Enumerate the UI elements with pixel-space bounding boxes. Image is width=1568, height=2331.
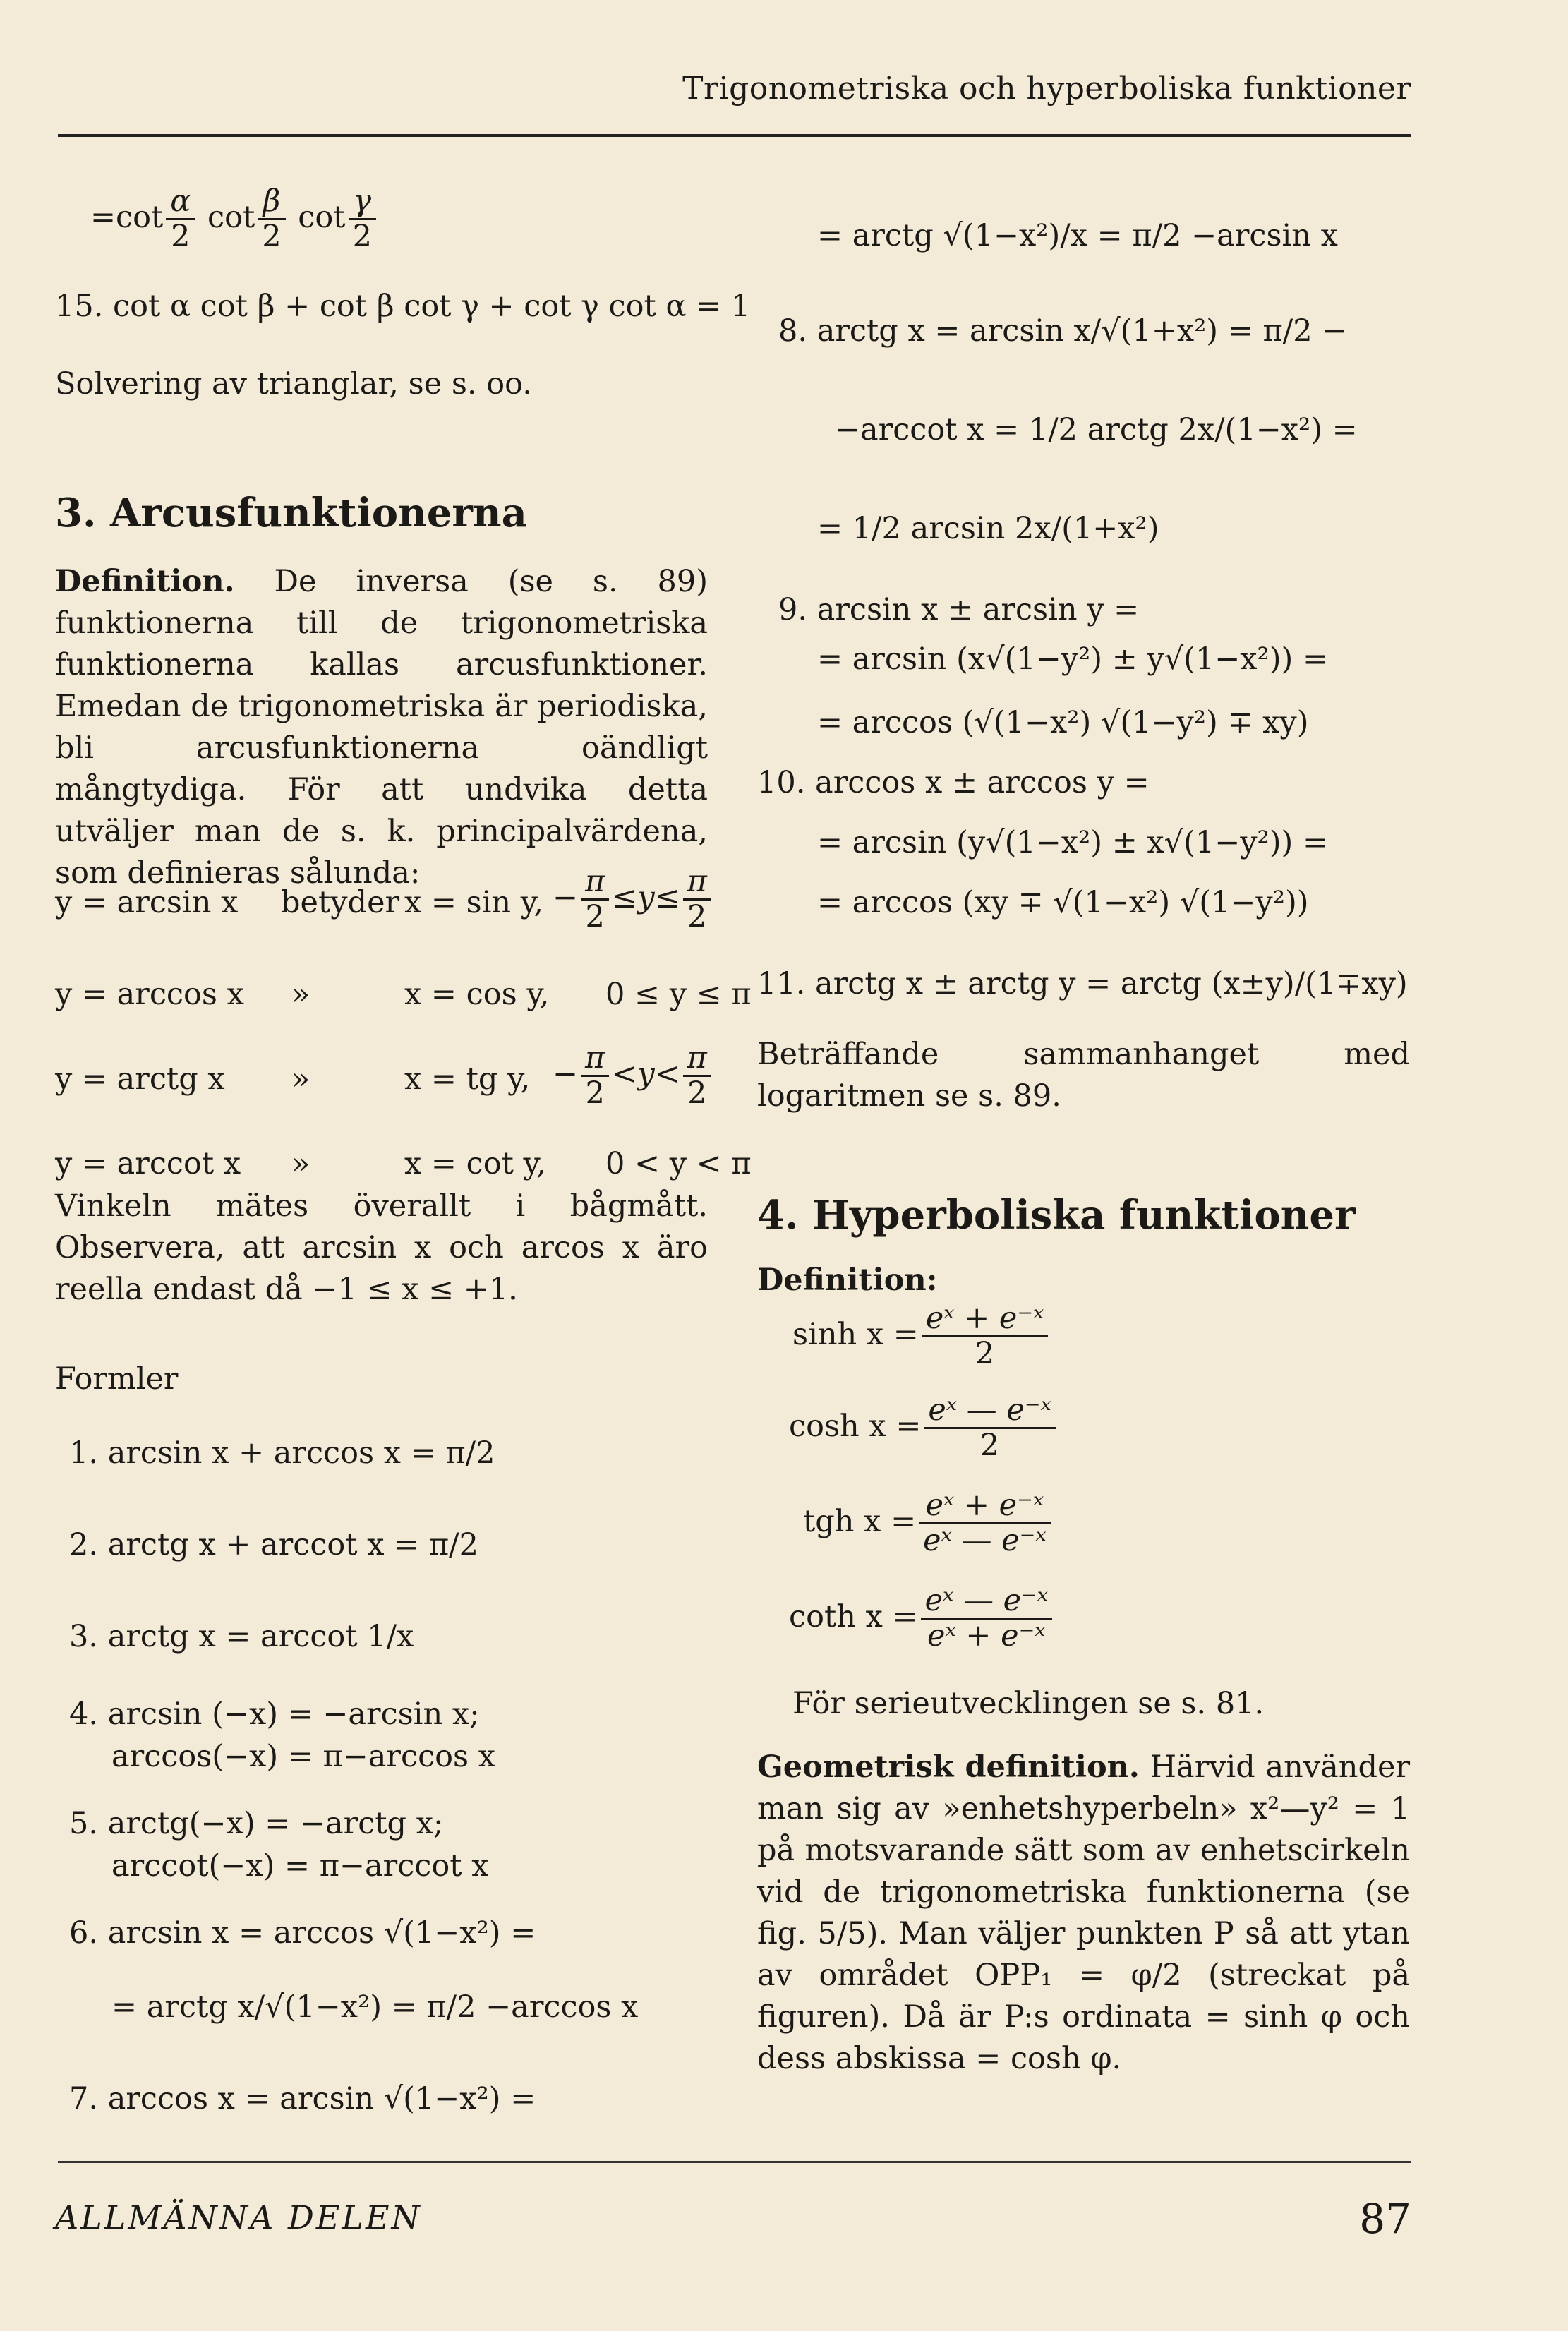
- formula-4a: 4. arcsin (−x) = −arcsin x;: [69, 1697, 480, 1732]
- formula-3: 3. arctg x = arccot 1/x: [69, 1619, 414, 1654]
- geometric-definition-text: Härvid använder man sig av »enhetshyperbeln» x²—y² = 1 på motsvarande sätt som av enhetscirkeln vid de trigonometriska funktionerna (se fig. 5/5). Man väljer punkten P så att ytan av området OPP₁ = φ/2 (streckat på figuren). Då är P:s ordinata = sinh φ och dess abskissa = cosh φ.: [757, 1749, 1410, 2076]
- formula-5b: arccot(−x) = π−arccot x: [111, 1848, 489, 1884]
- definition-label-right: Definition:: [757, 1263, 938, 1298]
- formula-11: 11. arctg x ± arctg y = arctg (x±y)/(1∓xy): [757, 966, 1408, 1001]
- formula-2: 2. arctg x + arccot x = π/2: [69, 1527, 478, 1562]
- formula-7: 7. arccos x = arcsin √(1−x²) =: [69, 2081, 536, 2116]
- formula-5a: 5. arctg(−x) = −arctg x;: [69, 1806, 444, 1841]
- serie-note: För serieutvecklingen se s. 81.: [792, 1686, 1265, 1721]
- formula-6b: = arctg x/√(1−x²) = π/2 −arccos x: [111, 1989, 639, 2025]
- formler-label: Formler: [55, 1361, 179, 1397]
- tgh-definition: tgh x = $\frac{\text{eˣ + e⁻ˣ}}{\text{eˣ — e⁻ˣ}}$: [803, 1489, 1054, 1558]
- formula-1: 1. arcsin x + arccos x = π/2: [69, 1435, 495, 1471]
- section-4-title: 4. Hyperboliska funktioner: [757, 1192, 1356, 1239]
- footer-rule: [58, 2161, 1411, 2163]
- section-3-title: 3. Arcusfunktionerna: [55, 490, 527, 536]
- geometric-definition-paragraph: [757, 1747, 1410, 2080]
- geometric-definition-label: Geometrisk definition.: [757, 1749, 1140, 1785]
- coth-definition: coth x = $\frac{\text{eˣ — e⁻ˣ}}{\text{eˣ + e⁻ˣ}}$: [789, 1584, 1055, 1654]
- solvering-note: Solvering av trianglar, se s. oo.: [55, 366, 532, 402]
- vinkeln-paragraph: Vinkeln mätes överallt i bågmått. Observera, att arcsin x och arcos x äro reella endast då −1 ≤ x ≤ +1.: [55, 1188, 708, 1307]
- formula-8c: = 1/2 arcsin 2x/(1+x²): [817, 511, 1159, 546]
- formula-8b: −arccot x = 1/2 arctg 2x/(1−x²) =: [835, 412, 1358, 447]
- formula-10b: = arcsin (y√(1−x²) ± x√(1−y²)) =: [817, 825, 1329, 860]
- formula-15: 15. cot α cot β + cot β cot γ + cot γ cot α = 1: [55, 289, 751, 324]
- formula-4b: arccos(−x) = π−arccos x: [111, 1739, 496, 1774]
- formula-6a: 6. arcsin x = arccos √(1−x²) =: [69, 1915, 536, 1951]
- footer-section: ALLMÄNNA DELEN: [55, 2198, 422, 2236]
- definition-text: De inversa (se s. 89) funktionerna till de trigonometriska funktionerna kallas arcusfunktioner. Emedan de trigonometriska är periodiska, bli arcusfunktionerna oändligt mångtydiga. För att undvika detta utväljer man de s. k. principalvärdena, som definieras sålunda:: [55, 564, 708, 891]
- page-number: 87: [1359, 2195, 1411, 2243]
- running-title: Trigonometriska och hyperboliska funktioner: [682, 71, 1411, 107]
- definition-paragraph: [55, 561, 708, 894]
- definition-label: Definition.: [55, 564, 235, 599]
- cosh-definition: cosh x = $\frac{\text{eˣ — e⁻ˣ}}{2}$: [789, 1394, 1059, 1463]
- formula-10a: 10. arccos x ± arccos y =: [757, 765, 1150, 800]
- formula-9a: 9. arcsin x ± arcsin y =: [778, 592, 1140, 627]
- header-rule: [58, 134, 1411, 137]
- book-page: Trigonometriska och hyperboliska funktioner =cot $\frac{\alpha}{2}$ cot $\frac{\beta}{2}$ cot $\frac{\gamma}{2}$ 15. cot α cot β + cot β cot γ + cot γ cot α = 1 Solvering av trianglar, se s. oo. 3. Arcusfunktionerna Definition. De inversa (se s. 89) funktionerna till de trigonometriska funktionerna kallas arcusfunktioner. Emedan de trigonometriska är periodiska, bli arcusfunktionerna oändligt mångtydiga. För att undvika detta utväljer man de s. k. principalvärdena, som definieras sålunda: y = arcsin x betyder x = sin y, − $\frac{\pi}{2}$ ≤y≤ $\frac{\pi}{2}$ y = arccos x » x = cos y, 0 ≤ y ≤ π y = arctg x » x = tg y, − $\frac{\pi}{2}$ <y< $\frac{\pi}{2}$ y = arccot x » x = cot y, 0 < y < π Vinkeln mätes överallt i bågmått. Observera, att arcsin x och arcos x äro reella endast då −1 ≤ x ≤ +1. Formler 1. arcsin x + arccos x = π/2 2. arctg x + arccot x = π/2 3. arctg x = arccot 1/x 4. arcsin (−x) = −arcsin x; arccos(−x) = π−arccos x 5. arctg(−x) = −arctg x; arccot(−x) = π−arccot x 6. arcsin x = arccos √(1−x²) = = arctg x/√(1−x²) = π/2 −arccos x 7. arccos x = arcsin √(1−x²) = = arctg √(1−x²)/x = π/2 −arcsin x 8. arctg x = arcsin x/√(1+x²) = π/2 − −arccot x = 1/2 arctg 2x/(1−x²) = = 1/2 arcsin 2x/(1+x²) 9. arcsin x ± arcsin y = = arcsin (x√(1−y²) ± y√(1−x²)) = = arccos (√(1−x²) √(1−y²) ∓ xy) 10. arccos x ± arccos y = = arcsin (y√(1−x²) ± x√(1−y²)) = = arccos (xy ∓ √(1−x²) √(1−y²)) 11. arctg x ± arctg y = arctg (x±y)/(1∓xy) Beträffande sammanhanget med logaritmen se s. 89. 4. Hyperboliska funktioner Definition: sinh x = $\frac{\text{eˣ + e⁻ˣ}}{2}$ cosh x = $\frac{\text{eˣ — e⁻ˣ}}{2}$ tgh x = $\frac{\text{eˣ + e⁻ˣ}}{\text{eˣ — e⁻ˣ}}$ coth x = $\frac{\text{eˣ — e⁻ˣ}}{\text{eˣ + e⁻ˣ}}$ För serieutvecklingen se s. 81. Geometrisk definition. Härvid använder man sig av »enhetshyperbeln» x²—y² = 1 på motsvarande sätt som av enhetscirkeln vid de trigonometriska funktionerna (se fig. 5/5). Man väljer punkten P så att ytan av området OPP₁ = φ/2 (streckat på figuren). Då är P:s ordinata = sinh φ och dess abskissa = cosh φ. ALLMÄNNA DELEN 87: [55, 71, 1411, 2243]
- formula-9c: = arccos (√(1−x²) √(1−y²) ∓ xy): [817, 705, 1309, 740]
- betraffande-paragraph: Beträffande sammanhanget med logaritmen se s. 89.: [757, 1037, 1410, 1114]
- formula-7-cont: = arctg √(1−x²)/x = π/2 −arcsin x: [817, 218, 1338, 253]
- formula-9b: = arcsin (x√(1−y²) ± y√(1−x²)) =: [817, 642, 1329, 677]
- formula-continued: =cot $\frac{\alpha}{2}$ cot $\frac{\beta}{2}$ cot $\frac{\gamma}{2}$: [90, 185, 379, 254]
- sinh-definition: sinh x = $\frac{\text{eˣ + e⁻ˣ}}{2}$: [792, 1302, 1051, 1371]
- formula-8a: 8. arctg x = arcsin x/√(1+x²) = π/2 −: [778, 313, 1348, 349]
- formula-10c: = arccos (xy ∓ √(1−x²) √(1−y²)): [817, 885, 1309, 920]
